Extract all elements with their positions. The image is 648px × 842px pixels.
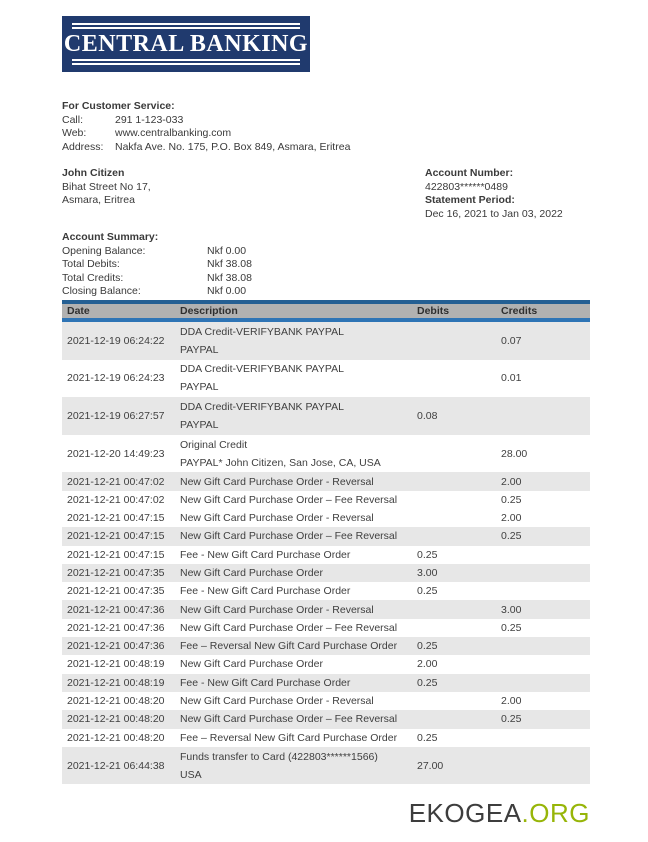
txn-description-line1: DDA Credit-VERIFYBANK PAYPAL: [180, 363, 344, 376]
table-row: [62, 527, 590, 545]
txn-description-line1: Fee – Reversal New Gift Card Purchase Order: [180, 640, 398, 653]
info-row: [62, 245, 252, 259]
txn-description: [178, 600, 414, 618]
txn-description-line1: Original Credit: [180, 438, 248, 451]
info-row-label: Total Credits:: [62, 271, 124, 284]
txn-date: 2021-12-21 00:48:19: [67, 658, 165, 671]
txn-description: [178, 397, 414, 435]
txn-debit: [414, 472, 498, 490]
txn-debit: 0.25: [417, 676, 438, 689]
header-credits: Credits: [501, 305, 538, 317]
txn-description-line1: DDA Credit-VERIFYBANK PAYPAL: [180, 325, 344, 338]
info-row-value: Nkf 38.08: [207, 258, 252, 270]
txn-description-line1: Fee - New Gift Card Purchase Order: [180, 676, 351, 689]
txn-description-line1: New Gift Card Purchase Order - Reversal: [180, 512, 374, 525]
table-row: [62, 655, 590, 673]
txn-description-line1: Fee – Reversal New Gift Card Purchase Order: [180, 731, 398, 744]
account-summary-rows: [62, 245, 252, 299]
footer-brand-main: EKOGEA: [408, 798, 522, 828]
table-row: [62, 600, 590, 618]
txn-date: 2021-12-20 14:49:23: [67, 447, 165, 460]
txn-description-line1: New Gift Card Purchase Order – Fee Reversal: [180, 621, 398, 634]
table-row: [62, 619, 590, 637]
txn-date: 2021-12-21 00:48:20: [67, 731, 165, 744]
transactions-table: [62, 300, 590, 784]
txn-credit: 2.00: [501, 695, 522, 708]
logo-double-rule-bottom: [72, 59, 300, 65]
transactions-body: [62, 322, 590, 784]
info-row-label: Call:: [62, 113, 84, 126]
txn-description: [178, 435, 414, 473]
txn-date: 2021-12-21 00:48:19: [67, 676, 165, 689]
txn-date: 2021-12-21 00:48:20: [67, 713, 165, 726]
txn-credit: [498, 546, 590, 564]
txn-description: [178, 491, 414, 509]
transactions-table-header: [62, 300, 590, 322]
table-row: [62, 509, 590, 527]
txn-credit: 28.00: [501, 447, 528, 460]
table-row: [62, 637, 590, 655]
txn-description-line1: Funds transfer to Card (422803******1566): [180, 750, 378, 763]
info-row: [62, 141, 350, 155]
table-row: [62, 564, 590, 582]
txn-description: [178, 509, 414, 527]
txn-credit: 0.25: [501, 621, 522, 634]
txn-debit: [414, 360, 498, 398]
txn-description-line1: New Gift Card Purchase Order – Fee Reversal: [180, 493, 398, 506]
txn-debit: [414, 600, 498, 618]
txn-debit: 2.00: [417, 658, 438, 671]
txn-description-line1: New Gift Card Purchase Order: [180, 567, 323, 579]
txn-debit: 0.25: [417, 548, 438, 561]
statement-period-value: Dec 16, 2021 to Jan 03, 2022: [425, 207, 563, 220]
info-row: [62, 272, 252, 286]
txn-description: [178, 472, 414, 490]
txn-credit: [498, 747, 590, 785]
table-row: [62, 582, 590, 600]
info-row-value: www.centralbanking.com: [115, 127, 232, 139]
txn-description-line1: Fee - New Gift Card Purchase Order: [180, 548, 351, 561]
account-number-label: Account Number:: [425, 167, 514, 179]
info-row-value: Nkf 38.08: [207, 271, 252, 284]
txn-credit: 2.00: [501, 475, 522, 488]
txn-description-line1: New Gift Card Purchase Order – Fee Reversal: [180, 713, 398, 726]
txn-debit: 0.25: [417, 731, 438, 744]
info-row-label: Total Debits:: [62, 258, 120, 270]
txn-description-line2: PAYPAL: [180, 418, 219, 431]
table-row: [62, 360, 590, 398]
header-date: Date: [67, 305, 90, 317]
txn-credit: [498, 582, 590, 600]
table-row: [62, 397, 590, 435]
txn-date: 2021-12-21 00:47:35: [67, 585, 165, 598]
account-summary-block: [62, 231, 252, 299]
txn-date: 2021-12-19 06:27:57: [67, 409, 165, 422]
txn-description-line2: USA: [180, 768, 202, 781]
txn-description: [178, 655, 414, 673]
account-summary-title: Account Summary:: [62, 231, 159, 243]
txn-description: [178, 729, 414, 747]
table-row: [62, 322, 590, 360]
info-row: [62, 114, 350, 128]
txn-credit: 2.00: [501, 512, 522, 525]
txn-debit: [414, 710, 498, 728]
txn-credit: [498, 655, 590, 673]
txn-date: 2021-12-21 00:47:35: [67, 567, 165, 579]
txn-date: 2021-12-21 00:47:02: [67, 493, 165, 506]
table-row: [62, 435, 590, 473]
table-row: [62, 546, 590, 564]
txn-description: [178, 747, 414, 785]
txn-credit: [498, 674, 590, 692]
account-info-block: [425, 167, 563, 221]
txn-description: [178, 527, 414, 545]
txn-date: 2021-12-21 00:47:02: [67, 475, 165, 488]
txn-debit: [414, 509, 498, 527]
txn-description: [178, 710, 414, 728]
txn-description-line2: PAYPAL: [180, 343, 219, 356]
bank-logo-text: CENTRAL BANKING: [63, 31, 309, 57]
txn-credit: [498, 637, 590, 655]
customer-address-line1: Bihat Street No 17,: [62, 180, 151, 193]
customer-service-block: [62, 100, 350, 154]
txn-description-line1: New Gift Card Purchase Order - Reversal: [180, 475, 374, 488]
txn-description-line1: New Gift Card Purchase Order: [180, 658, 323, 671]
logo-double-rule-top: [72, 23, 300, 29]
txn-description-line1: New Gift Card Purchase Order – Fee Reversal: [180, 530, 398, 543]
txn-credit: 0.25: [501, 713, 522, 726]
info-row: [62, 285, 252, 299]
info-row-label: Web:: [62, 127, 87, 139]
table-row: [62, 692, 590, 710]
info-row-value: 291 1-123-033: [115, 113, 184, 126]
txn-description-line2: PAYPAL* John Citizen, San Jose, CA, USA: [180, 456, 381, 469]
txn-credit: 0.25: [501, 530, 522, 543]
txn-date: 2021-12-21 00:47:36: [67, 621, 165, 634]
info-row: [62, 127, 350, 141]
customer-address-block: [62, 167, 151, 208]
txn-debit: [414, 322, 498, 360]
txn-debit: [414, 491, 498, 509]
txn-description-line1: New Gift Card Purchase Order - Reversal: [180, 603, 374, 616]
txn-date: 2021-12-21 00:47:15: [67, 530, 165, 543]
txn-description: [178, 322, 414, 360]
txn-debit: [414, 692, 498, 710]
txn-date: 2021-12-21 00:47:36: [67, 640, 165, 653]
footer-brand: [409, 798, 590, 829]
header-debits: Debits: [417, 305, 450, 317]
txn-credit: 0.25: [501, 493, 522, 506]
txn-debit: 0.25: [417, 585, 438, 598]
txn-description: [178, 546, 414, 564]
info-row-value: Nakfa Ave. No. 175, P.O. Box 849, Asmara, Eritrea: [115, 140, 351, 153]
customer-service-title: For Customer Service:: [62, 100, 175, 112]
txn-date: 2021-12-21 00:48:20: [67, 695, 165, 708]
table-row: [62, 710, 590, 728]
account-number-value: 422803******0489: [425, 180, 508, 193]
info-row-label: Opening Balance:: [62, 244, 146, 257]
txn-description: [178, 582, 414, 600]
txn-description: [178, 619, 414, 637]
txn-description-line1: Fee - New Gift Card Purchase Order: [180, 585, 351, 598]
txn-credit: 0.01: [501, 372, 522, 385]
txn-date: 2021-12-21 00:47:15: [67, 512, 165, 525]
txn-description: [178, 564, 414, 582]
txn-description-line2: PAYPAL: [180, 381, 219, 394]
txn-debit: 0.08: [417, 409, 438, 422]
txn-date: 2021-12-21 06:44:38: [67, 759, 165, 772]
table-row: [62, 729, 590, 747]
txn-description: [178, 692, 414, 710]
txn-date: 2021-12-21 00:47:36: [67, 603, 165, 616]
txn-debit: 0.25: [417, 640, 438, 653]
info-row-label: Address:: [62, 140, 104, 153]
txn-credit: [498, 564, 590, 582]
customer-name: John Citizen: [62, 167, 125, 179]
table-row: [62, 674, 590, 692]
txn-credit: [498, 397, 590, 435]
txn-date: 2021-12-19 06:24:23: [67, 372, 165, 385]
txn-description: [178, 674, 414, 692]
txn-description: [178, 360, 414, 398]
info-row-label: Closing Balance:: [62, 285, 141, 297]
txn-date: 2021-12-19 06:24:22: [67, 334, 165, 347]
txn-debit: [414, 527, 498, 545]
txn-debit: [414, 619, 498, 637]
statement-period-label: Statement Period:: [425, 194, 515, 206]
footer-brand-suffix: .ORG: [521, 798, 590, 828]
customer-address-line2: Asmara, Eritrea: [62, 194, 135, 206]
table-row: [62, 747, 590, 785]
info-row-value: Nkf 0.00: [207, 244, 247, 257]
bank-logo: [62, 16, 310, 72]
info-row-value: Nkf 0.00: [207, 285, 247, 297]
table-row: [62, 491, 590, 509]
customer-service-rows: [62, 114, 350, 155]
txn-credit: [498, 729, 590, 747]
txn-description-line1: DDA Credit-VERIFYBANK PAYPAL: [180, 400, 344, 413]
txn-description-line1: New Gift Card Purchase Order - Reversal: [180, 695, 374, 708]
txn-credit: 0.07: [501, 334, 522, 347]
txn-description: [178, 637, 414, 655]
table-row: [62, 472, 590, 490]
header-description: Description: [180, 305, 238, 317]
txn-debit: [414, 435, 498, 473]
txn-date: 2021-12-21 00:47:15: [67, 548, 165, 561]
txn-debit: 27.00: [417, 759, 444, 772]
info-row: [62, 258, 252, 272]
txn-credit: 3.00: [501, 603, 522, 616]
txn-debit: 3.00: [417, 567, 438, 579]
